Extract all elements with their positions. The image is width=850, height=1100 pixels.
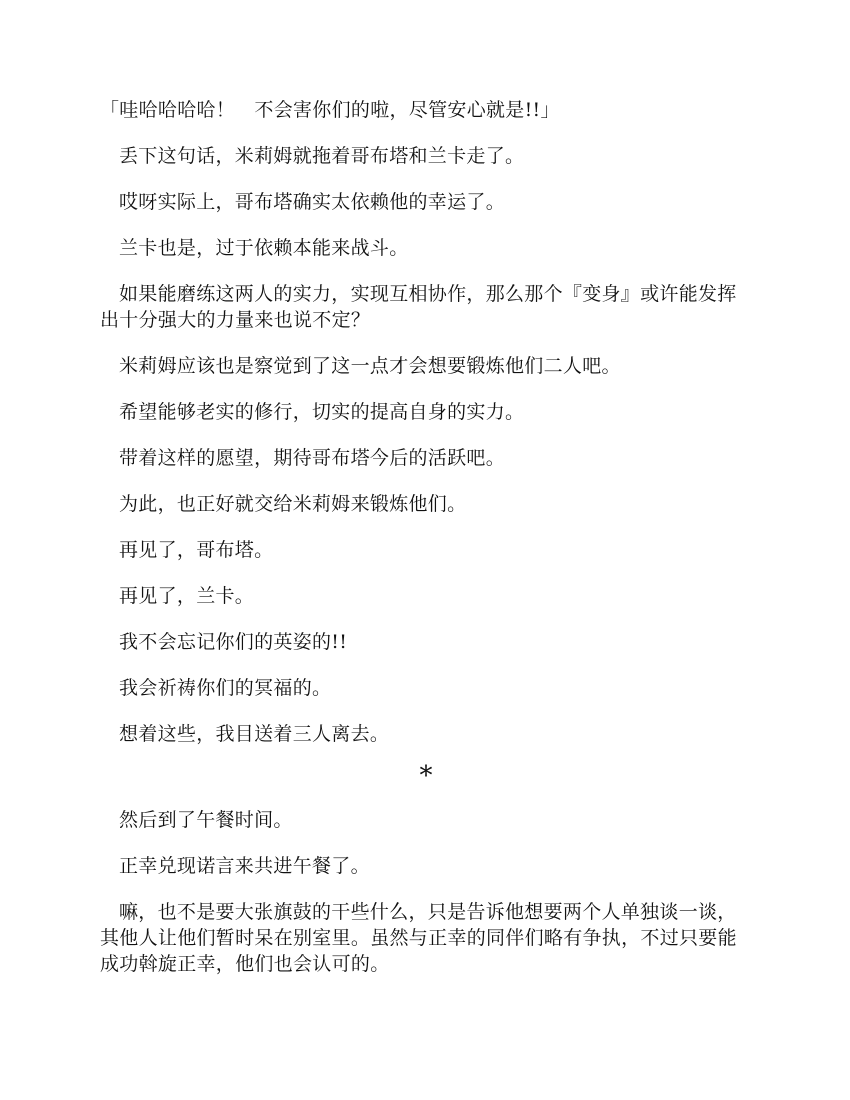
- paragraph: 带着这样的愿望，期待哥布塔今后的活跃吧。: [119, 447, 506, 469]
- paragraph: 嘛，也不是要大张旗鼓的干些什么，只是告诉他想要两个人单独谈一谈，其他人让他们暂时呆在别室里。虽然与正幸的同伴们略有争执，不过只要能成功斡旋正幸，他们也会认可的。: [100, 901, 737, 975]
- paragraph: 我会祈祷你们的冥福的。: [119, 677, 332, 699]
- paragraph: 兰卡也是，过于依赖本能来战斗。: [119, 237, 409, 259]
- paragraph: 再见了，兰卡。: [119, 585, 255, 607]
- document-body: [100, 97, 752, 997]
- paragraph: 如果能磨练这两人的实力，实现互相协作，那么那个『变身』或许能发挥出十分强大的力量来也说不定？: [100, 283, 737, 331]
- section-separator: *: [419, 761, 433, 791]
- paragraph: 「哇哈哈哈哈！ 不会害你们的啦，尽管安心就是!!」: [100, 99, 560, 121]
- paragraph: 然后到了午餐时间。: [119, 809, 293, 831]
- paragraph: 米莉姆应该也是察觉到了这一点才会想要锻炼他们二人吧。: [119, 355, 621, 377]
- paragraph: 想着这些，我目送着三人离去。: [119, 723, 390, 745]
- paragraph: 正幸兑现诺言来共进午餐了。: [119, 855, 370, 877]
- paragraph: 我不会忘记你们的英姿的!!: [119, 631, 348, 653]
- paragraph: 为此，也正好就交给米莉姆来锻炼他们。: [119, 493, 467, 515]
- paragraph: 哎呀实际上，哥布塔确实太依赖他的幸运了。: [119, 191, 506, 213]
- paragraph: 再见了，哥布塔。: [119, 539, 274, 561]
- paragraph: 丢下这句话，米莉姆就拖着哥布塔和兰卡走了。: [119, 145, 525, 167]
- paragraph: 希望能够老实的修行，切实的提高自身的实力。: [119, 401, 525, 423]
